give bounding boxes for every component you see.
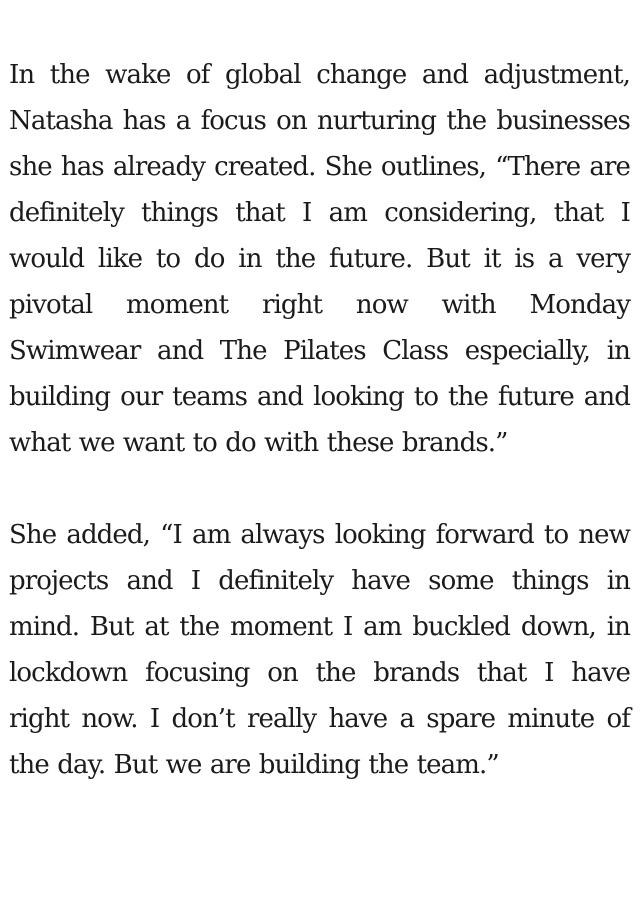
article-paragraph-2: She added, “I am always looking forward to new projects and I definitely have some things in mind. But at the moment I am buckled down, in lockdown focusing on the brands that I have right now. I don’t really have a spare minute of the day. But we are building the team.” — [9, 520, 630, 780]
article-body — [9, 52, 630, 788]
article-paragraph-1: In the wake of global change and adjustment, Natasha has a focus on nurturing the businesses she has already created. She outlines, “There are definitely things that I am considering, that I would like to do in the future. But it is a very pivotal moment right now with Monday Swimwear and The Pilates Class especially, in building our teams and looking to the future and what we want to do with these brands.” — [9, 60, 630, 458]
